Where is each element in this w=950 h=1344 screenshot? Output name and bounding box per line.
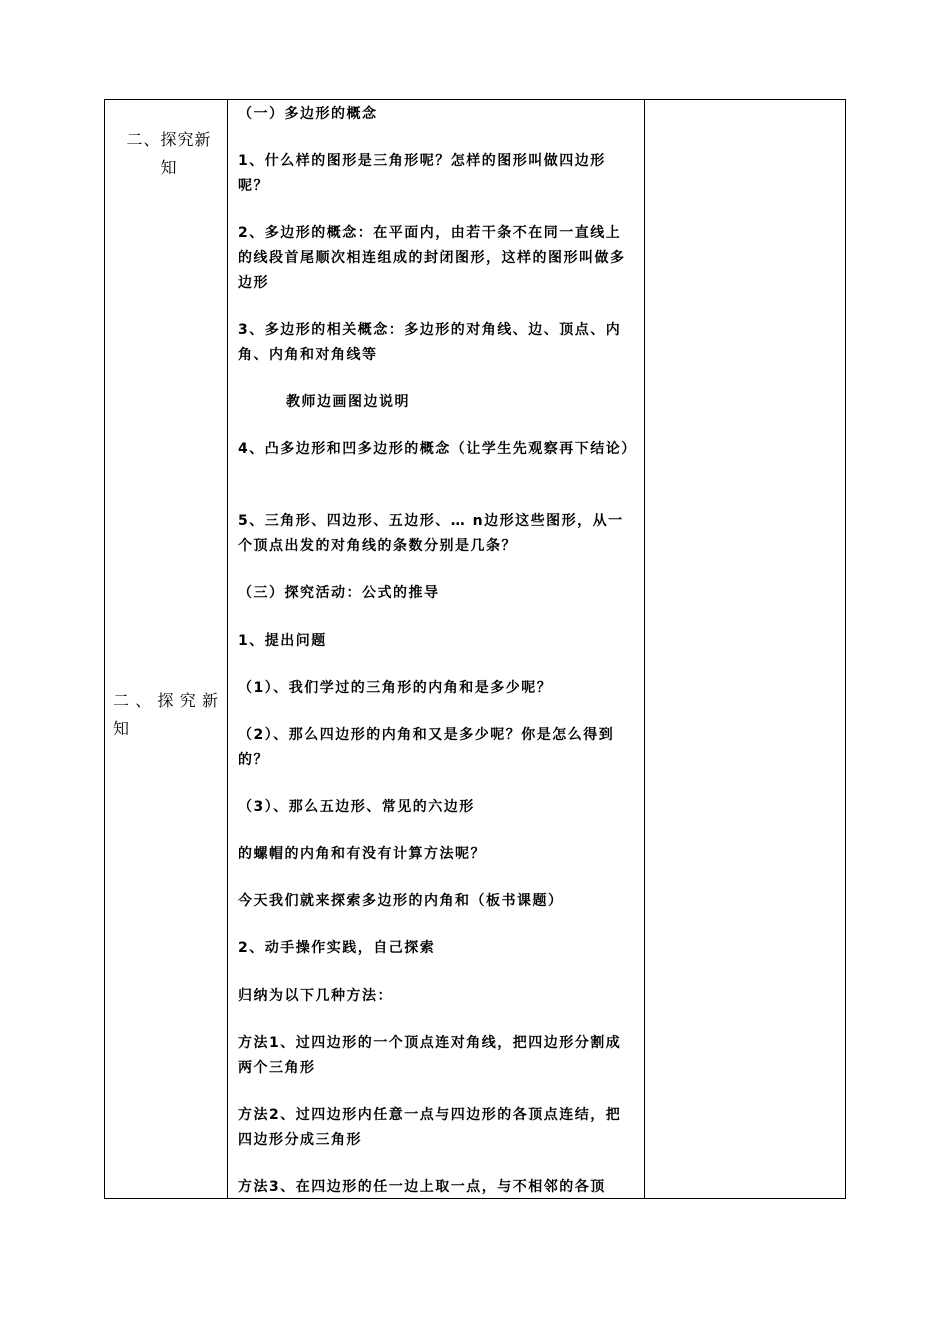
lesson-table [104, 99, 846, 1199]
convex-concave-concept: 4、凸多边形和凹多边形的概念（让学生先观察再下结论） [238, 441, 637, 457]
methods-summary: 归纳为以下几种方法： [238, 988, 393, 1004]
question-3: （3）、那么五边形、常见的六边形 [238, 799, 475, 815]
question-3-continued: 的螺帽的内角和有没有计算方法呢？ [238, 846, 486, 862]
section-label-cell [105, 100, 228, 1198]
question-triangle-quadrilateral: 1、什么样的图形是三角形呢？怎样的图形叫做四边形呢？ [238, 153, 606, 194]
method-2: 方法2、过四边形内任意一点与四边形的各顶点连结，把四边形分成三角形 [238, 1107, 622, 1148]
polygon-related-concepts: 3、多边形的相关概念：多边形的对角线、边、顶点、内角、内角和对角线等 [238, 322, 622, 363]
polygon-definition: 2、多边形的概念：在平面内，由若干条不在同一直线上的线段首尾顺次相连组成的封闭图形，这样的图形叫做多边形 [238, 225, 626, 291]
raise-questions: 1、提出问题 [238, 633, 327, 649]
notes-cell [645, 100, 845, 1198]
method-3: 方法3、在四边形的任一边上取一点，与不相邻的各顶 [238, 1179, 606, 1195]
question-1: （1）、我们学过的三角形的内角和是多少呢？ [238, 680, 553, 696]
hands-on-practice: 2、动手操作实践，自己探索 [238, 940, 436, 956]
lesson-topic-intro: 今天我们就来探索多边形的内角和（板书课题） [238, 893, 564, 909]
content-cell [228, 100, 645, 1198]
question-2: （2）、那么四边形的内角和又是多少呢？你是怎么得到的？ [238, 727, 615, 768]
section-label-mid: 二、探究新知 [113, 691, 223, 738]
method-1: 方法1、过四边形的一个顶点连对角线，把四边形分割成两个三角形 [238, 1035, 622, 1076]
diagonal-count-question: 5、三角形、四边形、五边形、… n边形这些图形，从一个顶点出发的对角线的条数分别是几条？ [238, 513, 624, 554]
teacher-note: 教师边画图边说明 [286, 394, 410, 410]
heading-exploration-activity: （三）探究活动：公式的推导 [238, 585, 440, 601]
heading-polygon-concept: （一）多边形的概念 [238, 106, 378, 122]
section-label-top: 二、探究新知 [126, 130, 212, 177]
